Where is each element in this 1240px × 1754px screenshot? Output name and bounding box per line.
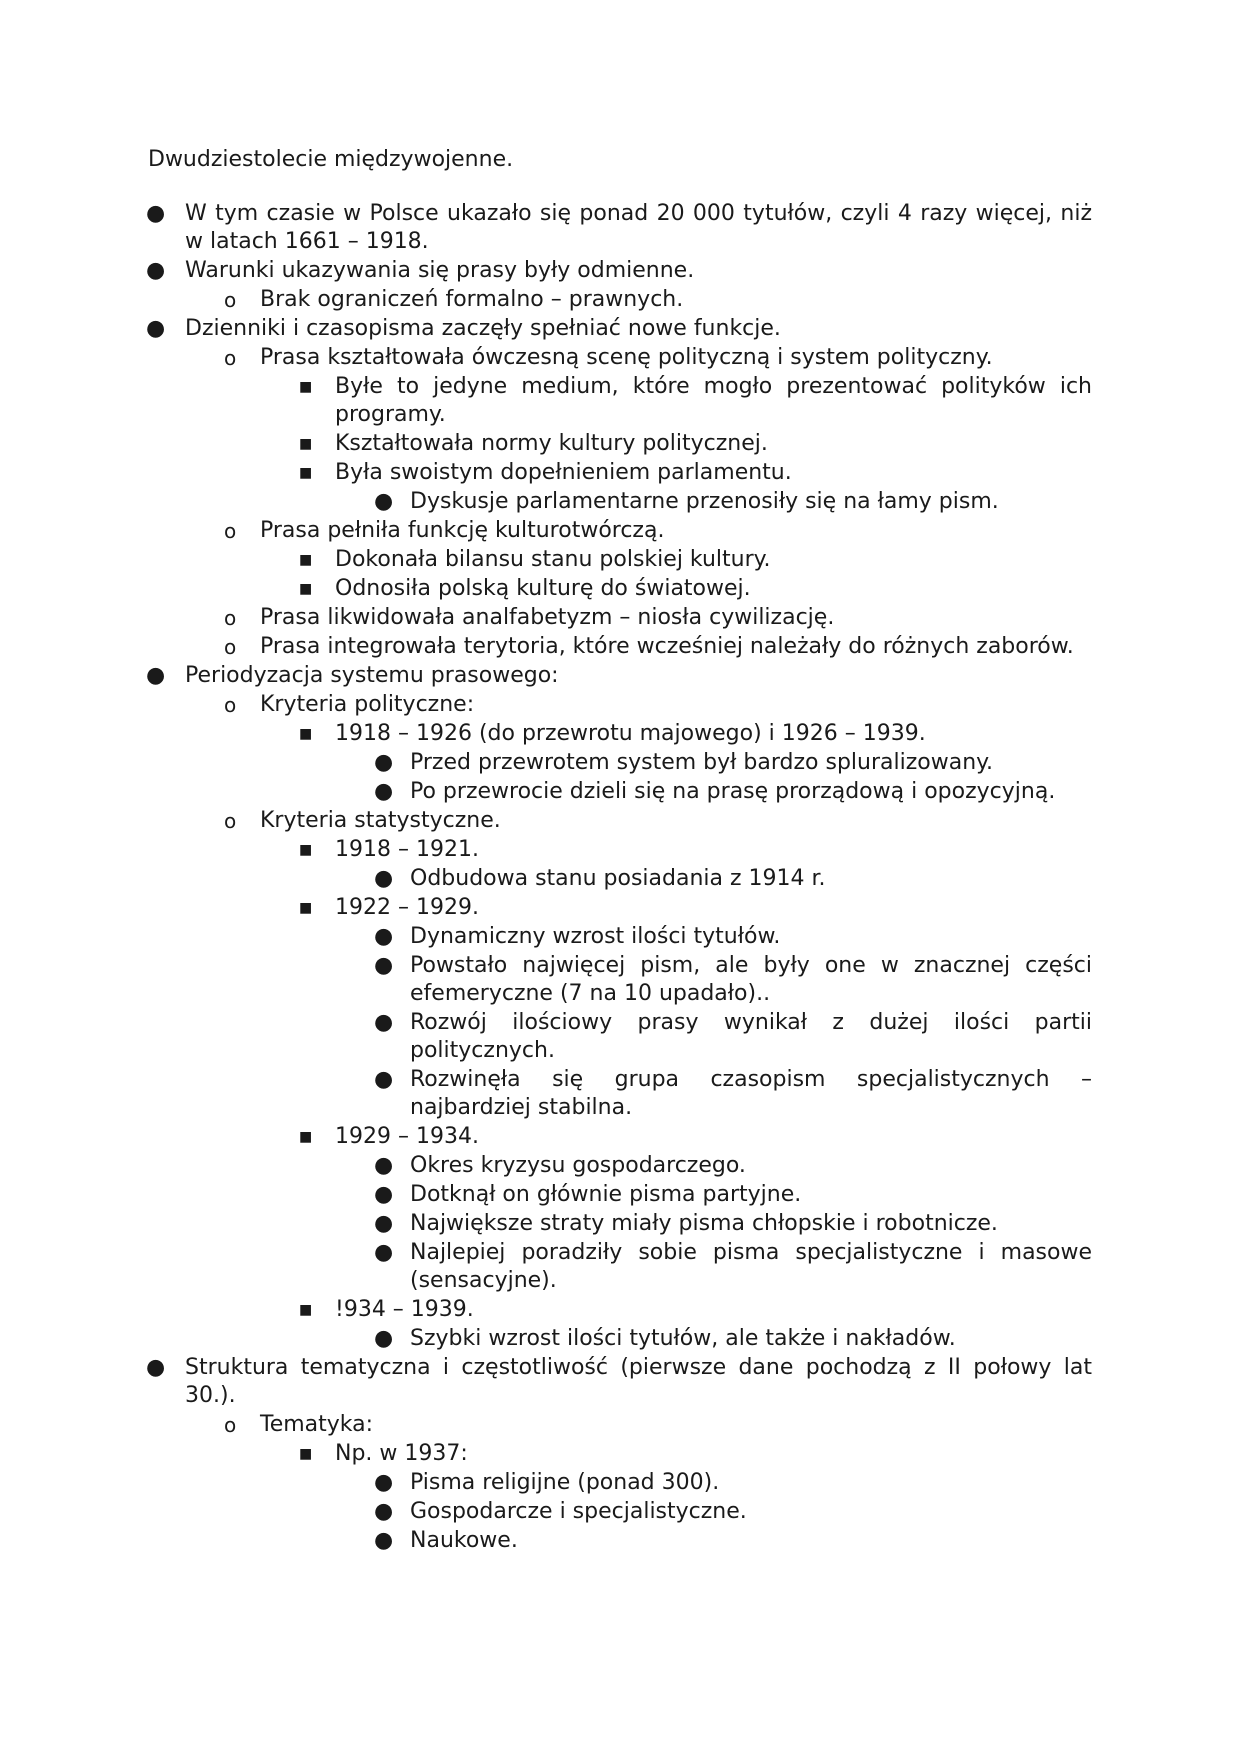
list-item-level-3 [299,430,1092,458]
bullet-icon: ● [146,316,166,341]
bullet-icon: o [224,606,237,630]
bullet-icon: o [224,809,237,833]
list-item-level-1 [146,315,1092,343]
list-item-text: Dyskusje parlamentarne przenosiły się na łamy pism. [410,489,999,514]
list-item-text: Po przewrocie dzieli się na prasę prorządową i opozycyjną. [410,779,1056,804]
bullet-icon: ● [146,201,166,226]
list-item-text: Prasa pełniła funkcję kulturotwórczą. [260,518,665,543]
list-item-text: Prasa kształtowała ówczesną scenę polityczną i system polityczny. [260,345,993,370]
list-item-text: Brak ograniczeń formalno – prawnych. [260,287,684,312]
list-item-text: Szybki wzrost ilości tytułów, ale także i nakładów. [410,1326,956,1351]
list-item-level-3 [299,894,1092,922]
list-item-text: 1918 – 1921. [335,837,479,862]
list-item-text: Rozwój ilościowy prasy wynikał z dużej ilości partii politycznych. [410,1010,1092,1063]
bullet-icon: o [224,1413,237,1437]
list-item-level-2 [224,691,1092,719]
bullet-icon: ■ [299,465,313,481]
list-item-text: W tym czasie w Polsce ukazało się ponad 20 000 tytułów, czyli 4 razy więcej, niż w latach 1661 – 1918. [185,201,1092,254]
bullet-icon: o [224,288,237,312]
bullet-icon: ● [374,1182,394,1207]
list-item-text: Największe straty miały pisma chłopskie i robotnicze. [410,1211,998,1236]
list-item-text: Była swoistym dopełnieniem parlamentu. [335,460,792,485]
bullet-icon: ■ [299,900,313,916]
list-item-text: Prasa integrowała terytoria, które wcześniej należały do różnych zaborów. [260,634,1074,659]
list-item-text: Naukowe. [410,1528,518,1553]
list-item-level-3 [299,459,1092,487]
bullet-icon: ● [146,1355,166,1380]
bullet-icon: ■ [299,581,313,597]
list-item-text: Przed przewrotem system był bardzo spluralizowany. [410,750,994,775]
bullet-icon: ● [374,866,394,891]
bullet-icon: ● [374,953,394,978]
list-item-text: 1929 – 1934. [335,1124,479,1149]
list-item-text: Rozwinęła się grupa czasopism specjalistycznych – najbardziej stabilna. [410,1067,1092,1120]
outline-list [0,200,1240,1556]
document-title: Dwudziestolecie międzywojenne. [148,147,514,172]
list-item-level-4 [374,923,1092,951]
list-item-level-1 [146,662,1092,690]
bullet-icon: ● [146,258,166,283]
list-item-text: Odnosiła polską kulturę do światowej. [335,576,751,601]
bullet-icon: o [224,693,237,717]
bullet-icon: ■ [299,842,313,858]
list-item-level-1 [146,200,1092,256]
list-item-text: Okres kryzysu gospodarczego. [410,1153,746,1178]
bullet-icon: ● [374,1153,394,1178]
list-item-level-1 [146,1354,1092,1410]
list-item-text: Kryteria polityczne: [260,692,475,717]
list-item-text: Kryteria statystyczne. [260,808,501,833]
list-item-level-4 [374,1527,1092,1555]
list-item-level-4 [374,952,1092,1008]
bullet-icon: ● [374,1499,394,1524]
bullet-icon: ■ [299,1302,313,1318]
list-item-text: Dzienniki i czasopisma zaczęły spełniać nowe funkcje. [185,316,781,341]
bullet-icon: ● [374,779,394,804]
list-item-level-3 [299,373,1092,429]
list-item-level-1 [146,257,1092,285]
bullet-icon: ● [374,1010,394,1035]
bullet-icon: ● [374,489,394,514]
list-item-level-2 [224,807,1092,835]
list-item-text: Najlepiej poradziły sobie pisma specjalistyczne i masowe (sensacyjne). [410,1240,1092,1293]
bullet-icon: ● [146,663,166,688]
list-item-text: Tematyka: [260,1412,374,1437]
bullet-icon: ● [374,1326,394,1351]
list-item-level-4 [374,1469,1092,1497]
list-item-level-3 [299,1296,1092,1324]
bullet-icon: ● [374,1240,394,1265]
list-item-level-4 [374,1009,1092,1065]
bullet-icon: ● [374,750,394,775]
list-item-level-4 [374,749,1092,777]
list-item-level-3 [299,575,1092,603]
list-item-level-4 [374,1181,1092,1209]
bullet-icon: ■ [299,1446,313,1462]
list-item-text: Dokonała bilansu stanu polskiej kultury. [335,547,771,572]
bullet-icon: o [224,635,237,659]
bullet-icon: ■ [299,379,313,395]
list-item-text: Prasa likwidowała analfabetyzm – niosła cywilizację. [260,605,835,630]
list-item-level-2 [224,1411,1092,1439]
list-item-level-2 [224,633,1092,661]
list-item-level-4 [374,1152,1092,1180]
list-item-level-4 [374,778,1092,806]
list-item-text: Odbudowa stanu posiadania z 1914 r. [410,866,826,891]
list-item-text: Dotknął on głównie pisma partyjne. [410,1182,802,1207]
list-item-level-3 [299,546,1092,574]
bullet-icon: o [224,346,237,370]
list-item-text: Powstało najwięcej pism, ale były one w znacznej części efemeryczne (7 na 10 upadało).. [410,953,1092,1006]
list-item-text: Byłe to jedyne medium, które mogło prezentować polityków ich programy. [335,374,1092,427]
list-item-level-3 [299,1440,1092,1468]
list-item-text: !934 – 1939. [335,1297,474,1322]
list-item-level-3 [299,1123,1092,1151]
list-item-text: Warunki ukazywania się prasy były odmienne. [185,258,695,283]
list-item-text: Kształtowała normy kultury politycznej. [335,431,768,456]
bullet-icon: ■ [299,726,313,742]
list-item-level-4 [374,1325,1092,1353]
list-item-level-4 [374,1498,1092,1526]
list-item-level-4 [374,488,1092,516]
list-item-text: 1918 – 1926 (do przewrotu majowego) i 1926 – 1939. [335,721,926,746]
bullet-icon: ● [374,924,394,949]
list-item-level-4 [374,1066,1092,1122]
list-item-level-2 [224,604,1092,632]
list-item-text: Pisma religijne (ponad 300). [410,1470,720,1495]
bullet-icon: ● [374,1470,394,1495]
bullet-icon: o [224,519,237,543]
list-item-text: Struktura tematyczna i częstotliwość (pierwsze dane pochodzą z II połowy lat 30.). [185,1355,1092,1408]
bullet-icon: ■ [299,1129,313,1145]
list-item-level-4 [374,1239,1092,1295]
list-item-level-2 [224,517,1092,545]
list-item-text: Np. w 1937: [335,1441,468,1466]
list-item-level-2 [224,286,1092,314]
bullet-icon: ● [374,1528,394,1553]
bullet-icon: ■ [299,552,313,568]
list-item-text: Dynamiczny wzrost ilości tytułów. [410,924,781,949]
list-item-text: Gospodarcze i specjalistyczne. [410,1499,747,1524]
list-item-level-3 [299,836,1092,864]
bullet-icon: ● [374,1211,394,1236]
list-item-level-2 [224,344,1092,372]
list-item-text: Periodyzacja systemu prasowego: [185,663,559,688]
list-item-level-4 [374,865,1092,893]
bullet-icon: ■ [299,436,313,452]
list-item-level-3 [299,720,1092,748]
list-item-text: 1922 – 1929. [335,895,479,920]
bullet-icon: ● [374,1067,394,1092]
list-item-level-4 [374,1210,1092,1238]
